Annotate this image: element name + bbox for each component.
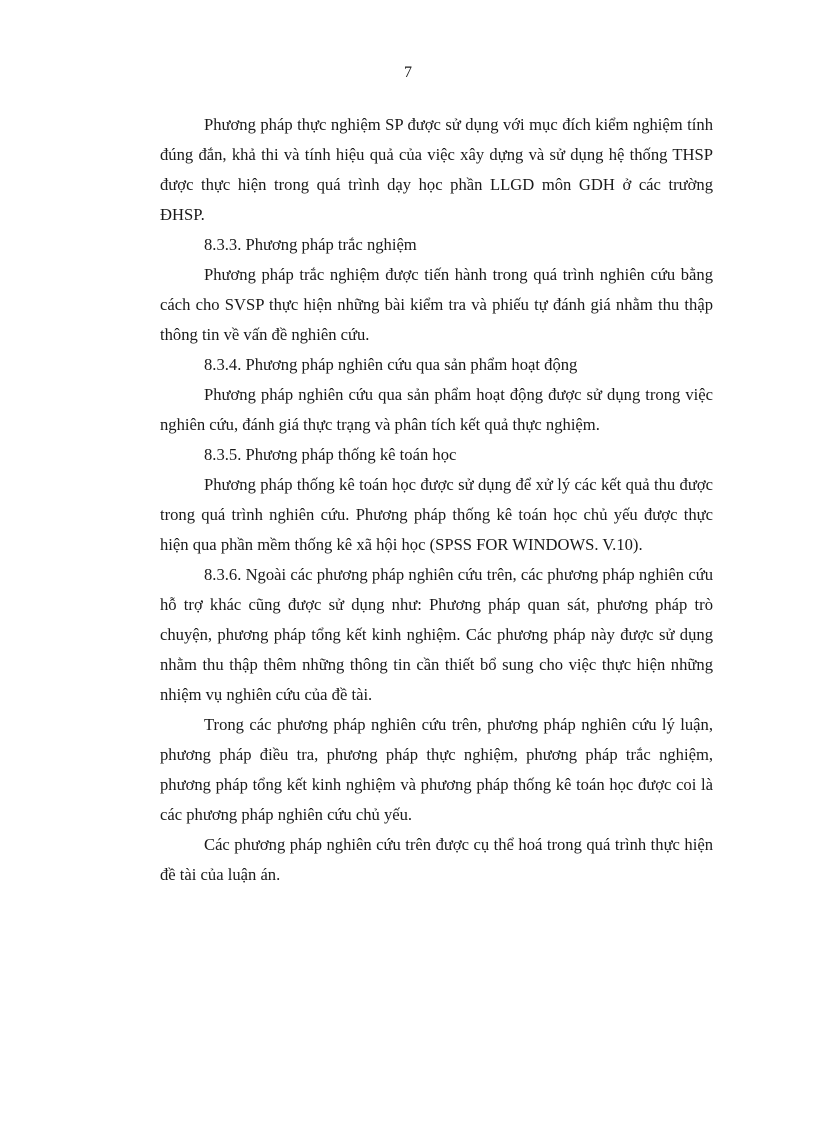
page-body xyxy=(160,110,713,890)
paragraph-main-methods: Trong các phương pháp nghiên cứu trên, phương pháp nghiên cứu lý luận, phương pháp điều tra, phương pháp thực nghiệm, phương pháp trắc nghiệm, phương pháp tổng kết kinh nghiệm và phương pháp thống kê toán học được coi là các phương pháp nghiên cứu chủ yếu. xyxy=(160,715,713,824)
page-number: 7 xyxy=(404,64,412,81)
section-heading-8-3-5: 8.3.5. Phương pháp thống kê toán học xyxy=(204,445,457,464)
paragraph-concretization: Các phương pháp nghiên cứu trên được cụ thể hoá trong quá trình thực hiện đề tài của luận án. xyxy=(160,835,713,884)
section-heading-8-3-3: 8.3.3. Phương pháp trắc nghiệm xyxy=(204,235,417,254)
paragraph-experimental-method: Phương pháp thực nghiệm SP được sử dụng với mục đích kiểm nghiệm tính đúng đắn, khả thi và tính hiệu quả của việc xây dựng và sử dụng hệ thống THSP được thực hiện trong quá trình dạy học phần LLGD môn GDH ở các trường ĐHSP. xyxy=(160,115,713,224)
paragraph-other-methods: 8.3.6. Ngoài các phương pháp nghiên cứu trên, các phương pháp nghiên cứu hỗ trợ khác cũng được sử dụng như: Phương pháp quan sát, phương pháp trò chuyện, phương pháp tổng kết kinh nghiệm. Các phương pháp này được sử dụng nhằm thu thập thêm những thông tin cần thiết bổ sung cho việc thực hiện những nhiệm vụ nghiên cứu của đề tài. xyxy=(160,565,713,704)
section-heading-8-3-4: 8.3.4. Phương pháp nghiên cứu qua sản phẩm hoạt động xyxy=(204,355,578,374)
paragraph-product-study-method: Phương pháp nghiên cứu qua sản phẩm hoạt động được sử dụng trong việc nghiên cứu, đánh giá thực trạng và phân tích kết quả thực nghiệm. xyxy=(160,385,713,434)
paragraph-statistics-method: Phương pháp thống kê toán học được sử dụng để xử lý các kết quả thu được trong quá trình nghiên cứu. Phương pháp thống kê toán học chủ yếu được thực hiện qua phần mềm thống kê xã hội học (SPSS FOR WINDOWS. V.10). xyxy=(160,475,713,554)
paragraph-test-method: Phương pháp trắc nghiệm được tiến hành trong quá trình nghiên cứu bằng cách cho SVSP thực hiện những bài kiểm tra và phiếu tự đánh giá nhằm thu thập thông tin về vấn đề nghiên cứu. xyxy=(160,265,713,344)
